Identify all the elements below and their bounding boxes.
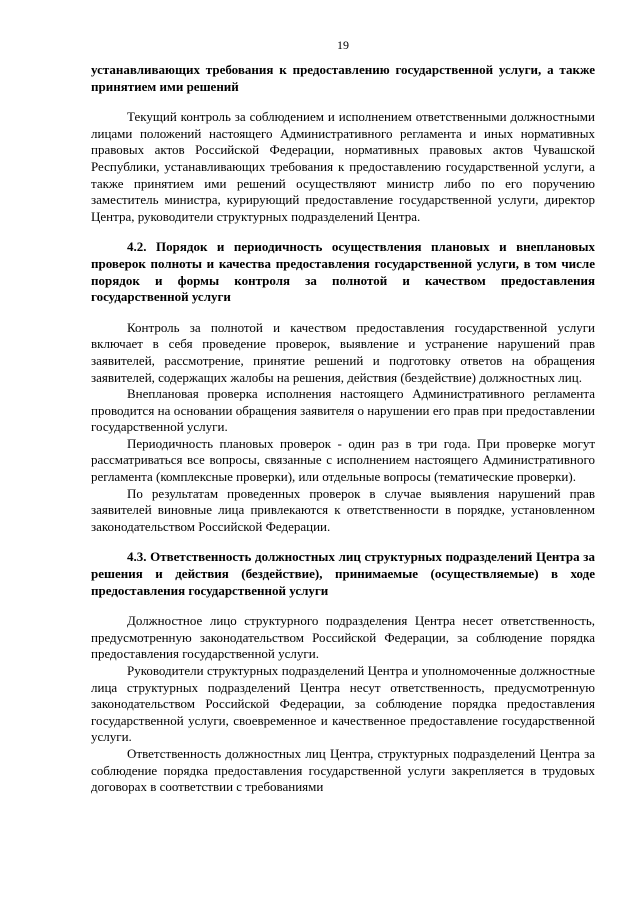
section-4-2-paragraph-4: По результатам проведенных проверок в случае выявления нарушений прав заявителей виновные лица привлекаются к ответственности в порядке, установленном законодательством Российской Федерации. xyxy=(91,485,595,534)
page-number: 19 xyxy=(337,38,349,52)
spacer xyxy=(91,225,595,239)
section-intro-paragraph: Текущий контроль за соблюдением и исполнением ответственными должностными лицами положений настоящего Административного регламента и иных нормативных правовых актов Российской Федерации, нормативных правовых актов Чувашской Республики, устанавливающих требования к предоставлению государственной услуги, а также принятием ими решений осуществляют министр либо по его поручению заместитель министра, курирующий предоставление государственной услуги, директор Центра, руководители структурных подразделений Центра. xyxy=(91,109,595,224)
section-4-3-paragraph-1: Должностное лицо структурного подразделения Центра несет ответственность, предусмотренную законодательством Российской Федерации, за соблюдение порядка предоставления государственной услуги. xyxy=(91,613,595,662)
document-body xyxy=(91,62,595,796)
section-4-3-heading: 4.3. Ответственность должностных лиц структурных подразделений Центра за решения и действия (бездействие), принимаемые (осуществляемые) в ходе предоставления государственной услуги xyxy=(91,549,595,598)
section-4-2-paragraph-1: Контроль за полнотой и качеством предоставления государственной услуги включает в себя проведение проверок, выявление и устранение нарушений прав заявителей, рассмотрение, принятие решений и подготовку ответов на обращения заявителей, содержащих жалобы на решения, действия (бездействие) должностных лиц. xyxy=(91,319,595,385)
section-4-2-paragraph-3: Периодичность плановых проверок - один раз в три года. При проверке могут рассматриваться все вопросы, связанные с исполнением настоящего Административного регламента (комплексные проверки), или отдельные вопросы (тематические проверки). xyxy=(91,435,595,485)
continuation-heading: устанавливающих требования к предоставлению государственной услуги, а также принятием ими решений xyxy=(91,62,595,94)
spacer xyxy=(91,95,595,109)
section-4-2-paragraph-2: Внеплановая проверка исполнения настоящего Административного регламента проводится на основании обращения заявителя о нарушении его прав при предоставлении государственной услуги. xyxy=(91,386,595,435)
spacer xyxy=(91,535,595,549)
spacer xyxy=(91,599,595,613)
spacer xyxy=(91,306,595,320)
section-4-2-heading: 4.2. Порядок и периодичность осуществления плановых и внеплановых проверок полноты и качества предоставления государственной услуги, в том числе порядок и формы контроля за полнотой и качеством предоставления государственной услуги xyxy=(91,239,595,305)
section-4-3-paragraph-3: Ответственность должностных лиц Центра, структурных подразделений Центра за соблюдение порядка предоставления государственной услуги закрепляется в трудовых договорах в соответствии с требованиями xyxy=(91,745,595,795)
section-4-3-paragraph-2: Руководители структурных подразделений Центра и уполномоченные должностные лица структурных подразделений Центра несут ответственность, предусмотренную законодательством Российской Федерации, за соблюдение порядка предоставления государственной услуги, своевременное и качественное предоставление государственной услуги. xyxy=(91,663,595,745)
